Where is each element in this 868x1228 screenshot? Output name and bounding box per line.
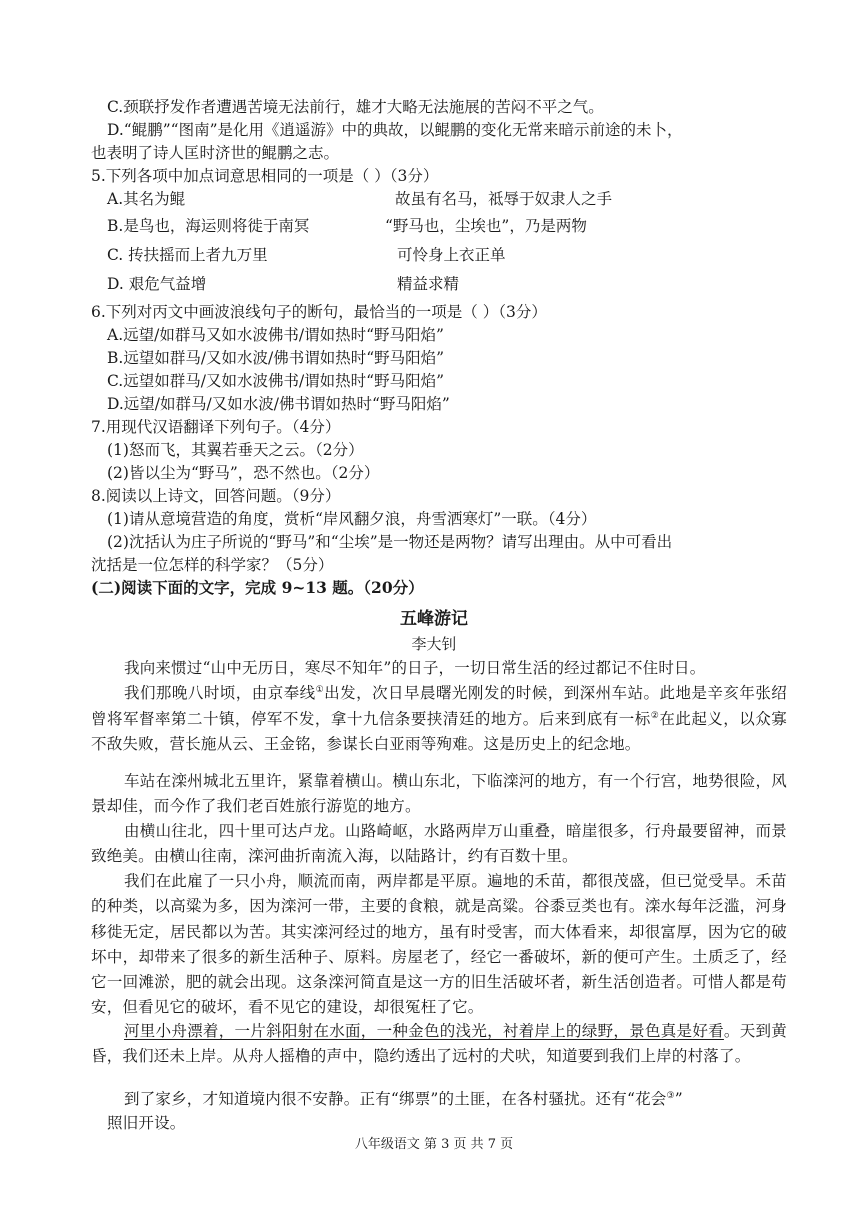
q5-option-c-right: 可怜身上衣正单: [397, 246, 506, 264]
q6-option-a: A.远望/如群马又如水波佛书/谓如热时“野马阳焰”: [107, 326, 444, 344]
page-footer: 八年级语文 第 3 页 共 7 页: [354, 1137, 514, 1152]
q5-option-c-left: C. 抟扶摇而上者九万里: [107, 246, 268, 264]
article-paragraph-7-cont: 照旧开设。: [107, 1114, 186, 1132]
q8-item-1: (1)请从意境营造的角度，赏析“岸风翻夕浪，舟雪洒寒灯”一联。（4分）: [107, 510, 597, 528]
q4-option-d-line2: 也表明了诗人匡时济世的鲲鹏之志。: [91, 144, 340, 162]
q5-option-b-right: “野马也，尘埃也”，乃是两物: [385, 217, 587, 235]
section-2-heading: (二)阅读下面的文字，完成 9~13 题。（20分）: [91, 578, 424, 597]
article-title: 五峰游记: [400, 609, 468, 629]
q4-option-c: C.颈联抒发作者遭遇苦境无法前行，雄才大略无法施展的苦闷不平之气。: [107, 98, 604, 116]
q5-option-d-right: 精益求精: [397, 275, 460, 293]
q7-stem: 7.用现代汉语翻译下列句子。（4分）: [91, 418, 341, 436]
q4-option-d-line1: D.“鲲鹏”“图南”是化用《逍遥游》中的典故，以鲲鹏的变化无常来暗示前途的未卜，: [107, 121, 683, 139]
article-paragraph-5: 我们在此雇了一只小舟，顺流而南，两岸都是平原。遍地的禾苗，都很茂盛，但已觉受旱。禾苗的种类，以高粱为多，因为滦河一带，主要的食粮，就是高粱。谷黍豆类也有。滦水每年泛滥，河身移徙无定，居民都以为苦。其实滦河经过的地方，虽有时受害，而大体看来，却很富厚，因为它的破坏中，却带来了很多的新生活种子、原料。房屋老了，经它一番破坏，新的便可产生。土质乏了，经它一回滩淤，肥的就会出现。这条滦河简直是这一方的旧生活破坏者，新生活创造者。可惜人都是苟安，但看见它的破坏，看不见它的建设，却很冤枉了它。: [91, 872, 787, 1017]
footnote-mark-3: ③: [666, 1090, 675, 1101]
footnote-mark-2: ②: [650, 710, 660, 721]
q8-item-2-line1: (2)沈括认为庄子所说的“野马”和“尘埃”是一物还是两物？请写出理由。从中可看出: [107, 533, 673, 551]
q6-stem: 6.下列对丙文中画波浪线句子的断句，最恰当的一项是（ ）（3分）: [91, 303, 547, 321]
article-paragraph-1: 我向来惯过“山中无历日，寒尽不知年”的日子，一切日常生活的经过都记不住时日。: [124, 659, 706, 677]
underlined-sentence: 河里小舟漂着，一片斜阳射在水面，一种金色的浅光，衬着岸上的绿野，景色真是好看: [124, 1022, 724, 1040]
q8-stem: 8.阅读以上诗文，回答问题。（9分）: [91, 487, 341, 505]
q6-option-c: C.远望如群马/又如水波佛书/谓如热时“野马阳焰”: [107, 372, 445, 390]
q6-option-b: B.远望如群马/又如水波/佛书谓如热时“野马阳焰”: [107, 349, 445, 367]
q7-item-2: (2)皆以尘为“野马”，恐不然也。（2分）: [107, 464, 380, 482]
footnote-mark-1: ①: [315, 684, 325, 695]
q5-option-a-right: 故虽有名马，祗辱于奴隶人之手: [395, 190, 613, 208]
q8-item-2-line2: 沈括是一位怎样的科学家？（5分）: [91, 556, 334, 574]
q5-option-a-left: A.其名为鲲: [107, 190, 186, 208]
article-paragraph-7: 到了家乡，才知道境内很不安静。正有“绑票”的土匪，在各村骚扰。还有“花会③”: [124, 1090, 683, 1108]
article-paragraph-3: 车站在滦州城北五里许，紧靠着横山。横山东北，下临滦河的地方，有一个行宫，地势很险，风景却佳，而今作了我们老百姓旅行游览的地方。: [91, 772, 787, 815]
article-paragraph-6: 河里小舟漂着，一片斜阳射在水面，一种金色的浅光，衬着岸上的绿野，景色真是好看。天到黄昏，我们还未上岸。从舟人摇橹的声中，隐约透出了远村的犬吠，知道要到我们上岸的村落了。: [91, 1022, 787, 1065]
q7-item-1: (1)怒而飞，其翼若垂天之云。（2分）: [107, 441, 364, 459]
article-paragraph-2: 我们那晚八时顷，由京奉线①出发，次日早晨曙光刚发的时候，到深州车站。此地是辛亥年张绍曾将军督率第二十镇，停军不发，拿十九信条要挟清廷的地方。后来到底有一标②在此起义，以众寡不敌失败，营长施从云、王金铭，参谋长白亚雨等殉难。这是历史上的纪念地。: [91, 684, 787, 753]
article-author: 李大钊: [411, 635, 457, 653]
article-paragraph-4: 由横山往北，四十里可达卢龙。山路崎岖，水路两岸万山重叠，暗崖很多，行舟最要留神，而景致绝美。由横山往南，滦河曲折南流入海，以陆路计，约有百数十里。: [91, 822, 787, 865]
q5-option-b-left: B.是鸟也，海运则将徙于南冥: [107, 217, 310, 235]
q5-stem: 5.下列各项中加点词意思相同的一项是（ ）（3分）: [91, 167, 439, 185]
q5-option-d-left: D. 艰危气益增: [107, 275, 207, 293]
q6-option-d: D.远望/如群马/又如水波/佛书谓如热时“野马阳焰”: [107, 395, 450, 413]
